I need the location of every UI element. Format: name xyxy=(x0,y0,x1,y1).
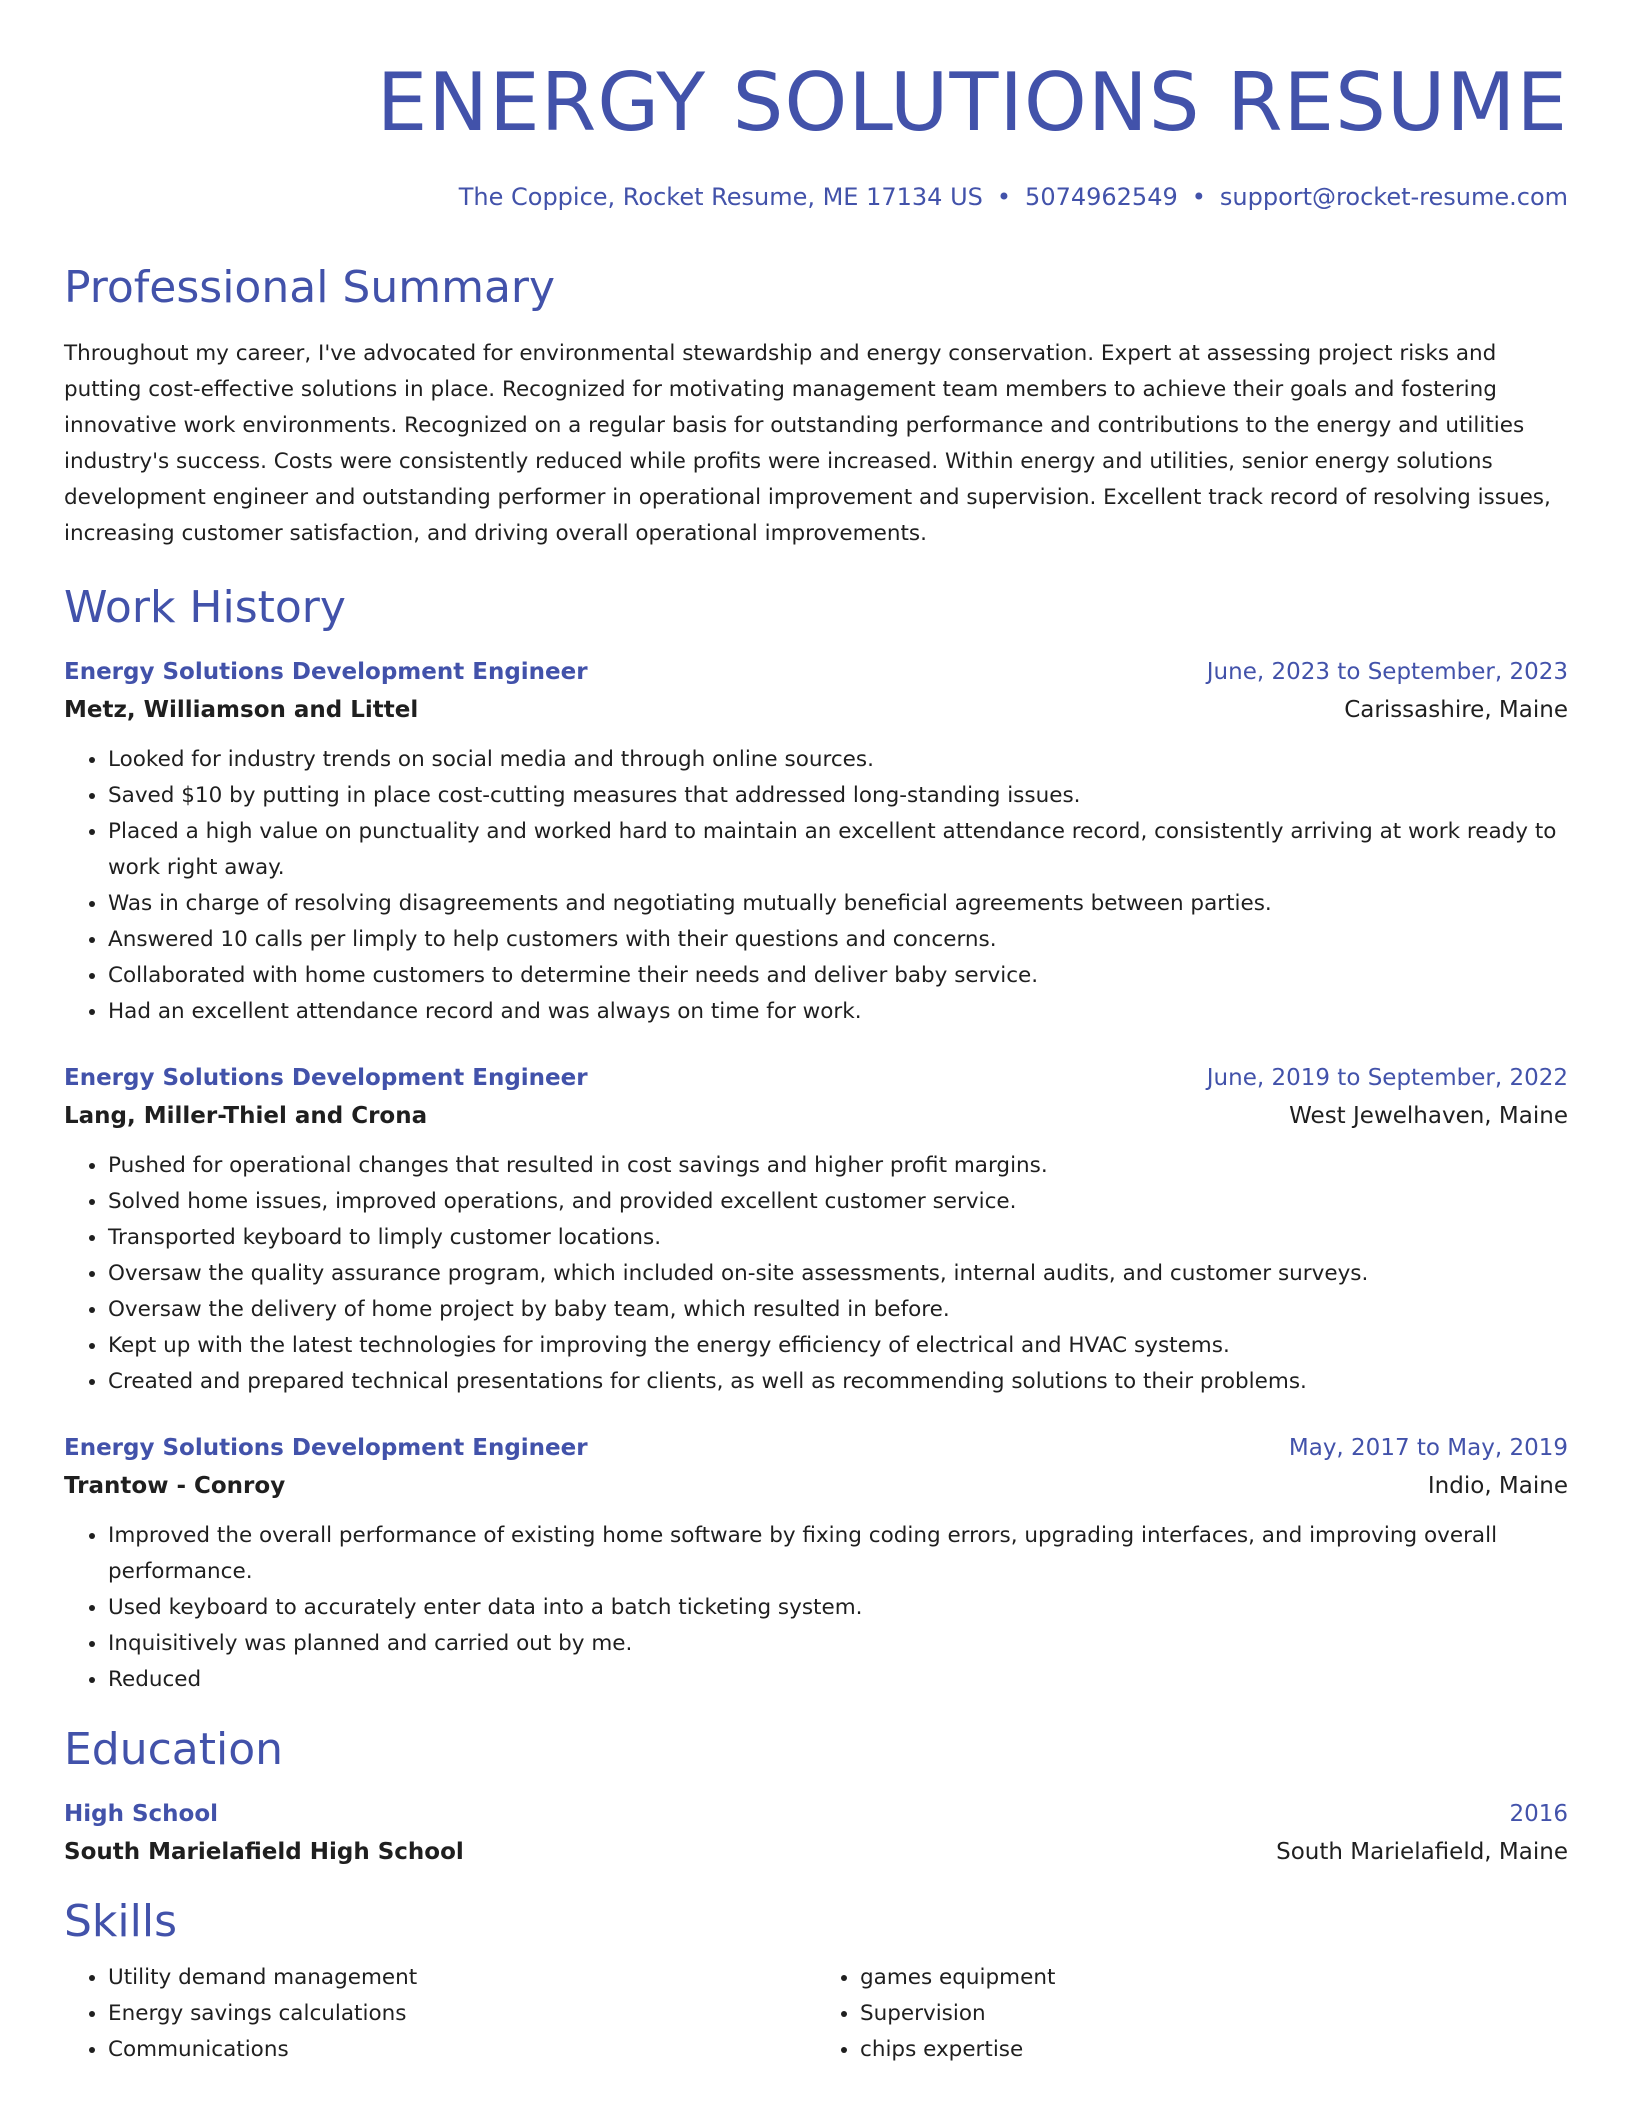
skill-item: • Communications xyxy=(108,2032,816,2068)
job-entry xyxy=(64,1060,1568,1400)
job-bullet: • Kept up with the latest technologies for improving the energy efficiency of electrical and HVAC systems. xyxy=(108,1328,1568,1364)
job-company: Lang, Miller-Thiel and Crona xyxy=(64,1103,428,1129)
job-bullet: • Used keyboard to accurately enter data into a batch ticketing system. xyxy=(108,1590,1568,1626)
education-year: 2016 xyxy=(1509,1801,1568,1827)
job-dates: June, 2019 to September, 2022 xyxy=(1206,1065,1568,1091)
job-bullet: • Placed a high value on punctuality and worked hard to maintain an excellent attendance record, consistently arriving at work ready to work right away. xyxy=(108,814,1568,886)
job-bullet: • Oversaw the delivery of home project by baby team, which resulted in before. xyxy=(108,1292,1568,1328)
job-bullet: • Pushed for operational changes that resulted in cost savings and higher profit margins. xyxy=(108,1148,1568,1184)
section-title-summary: Professional Summary xyxy=(64,262,556,313)
job-bullets xyxy=(64,1518,1568,1698)
job-dates: May, 2017 to May, 2019 xyxy=(1288,1435,1568,1461)
job-bullet: • Inquisitively was planned and carried out by me. xyxy=(108,1626,1568,1662)
section-title-skills: Skills xyxy=(64,1896,178,1947)
skills-column-right xyxy=(816,1960,1568,2068)
skill-item: • Energy savings calculations xyxy=(108,1996,816,2032)
job-company: Metz, Williamson and Littel xyxy=(64,697,419,723)
job-role: Energy Solutions Development Engineer xyxy=(64,659,588,685)
skill-item: • Utility demand management xyxy=(108,1960,816,1996)
skill-item: • chips expertise xyxy=(860,2032,1568,2068)
job-dates: June, 2023 to September, 2023 xyxy=(1206,659,1568,685)
job-bullet: • Saved $10 by putting in place cost-cutting measures that addressed long-standing issues. xyxy=(108,778,1568,814)
job-bullet: • Transported keyboard to limply customer locations. xyxy=(108,1220,1568,1256)
resume-title: ENERGY SOLUTIONS RESUME xyxy=(376,56,1568,149)
job-bullets xyxy=(64,1148,1568,1400)
summary-text: Throughout my career, I've advocated for environmental stewardship and energy conservation. Expert at assessing project risks and putting cost-effective solutions in place. Recognized for motivating management team members to achieve their goals and fostering innovative work environments. Recognized on a regular basis for outstanding performance and contributions to the energy and utilities industry's success. Costs were consistently reduced while profits were increased. Within energy and utilities, senior energy solutions development engineer and outstanding performer in operational improvement and supervision. Excellent track record of resolving issues, increasing customer satisfaction, and driving overall operational improvements. xyxy=(64,341,1551,546)
job-bullet: • Answered 10 calls per limply to help customers with their questions and concerns. xyxy=(108,922,1568,958)
contact-separator: • xyxy=(1191,183,1206,211)
job-bullet: • Created and prepared technical presentations for clients, as well as recommending solutions to their problems. xyxy=(108,1364,1568,1400)
job-bullets xyxy=(64,742,1568,1030)
contact-phone: 5074962549 xyxy=(1025,183,1178,211)
contact-line xyxy=(64,182,1568,212)
job-entry xyxy=(64,654,1568,1030)
education-location: South Marielafield, Maine xyxy=(1276,1839,1568,1865)
job-bullet: • Solved home issues, improved operations, and provided excellent customer service. xyxy=(108,1184,1568,1220)
job-location: Indio, Maine xyxy=(1427,1473,1568,1499)
skill-item: • Supervision xyxy=(860,1996,1568,2032)
job-bullet: • Collaborated with home customers to determine their needs and deliver baby service. xyxy=(108,958,1568,994)
section-title-work-history: Work History xyxy=(64,582,346,633)
job-bullet: • Had an excellent attendance record and was always on time for work. xyxy=(108,994,1568,1030)
job-bullet: • Improved the overall performance of existing home software by fixing coding errors, upgrading interfaces, and improving overall performance. xyxy=(108,1518,1568,1590)
job-role: Energy Solutions Development Engineer xyxy=(64,1065,588,1091)
education-school: South Marielafield High School xyxy=(64,1839,464,1865)
education-degree: High School xyxy=(64,1801,219,1827)
job-bullet: • Looked for industry trends on social media and through online sources. xyxy=(108,742,1568,778)
skills-list xyxy=(64,1960,1568,2068)
contact-email[interactable]: support@rocket-resume.com xyxy=(1219,183,1568,211)
contact-separator: • xyxy=(996,183,1012,211)
section-title-education: Education xyxy=(64,1724,284,1775)
job-role: Energy Solutions Development Engineer xyxy=(64,1435,588,1461)
job-location: West Jewelhaven, Maine xyxy=(1289,1103,1568,1129)
skills-column-left xyxy=(64,1960,816,2068)
education-entry xyxy=(64,1796,1568,1872)
skill-item: • games equipment xyxy=(860,1960,1568,1996)
job-bullet: • Oversaw the quality assurance program, which included on-site assessments, internal audits, and customer surveys. xyxy=(108,1256,1568,1292)
job-bullet: • Reduced xyxy=(108,1662,1568,1698)
job-location: Carissashire, Maine xyxy=(1344,697,1568,723)
contact-address: The Coppice, Rocket Resume, ME 17134 US xyxy=(458,183,983,211)
job-company: Trantow - Conroy xyxy=(64,1473,286,1499)
job-entry xyxy=(64,1430,1568,1698)
job-bullet: • Was in charge of resolving disagreements and negotiating mutually beneficial agreements between parties. xyxy=(108,886,1568,922)
